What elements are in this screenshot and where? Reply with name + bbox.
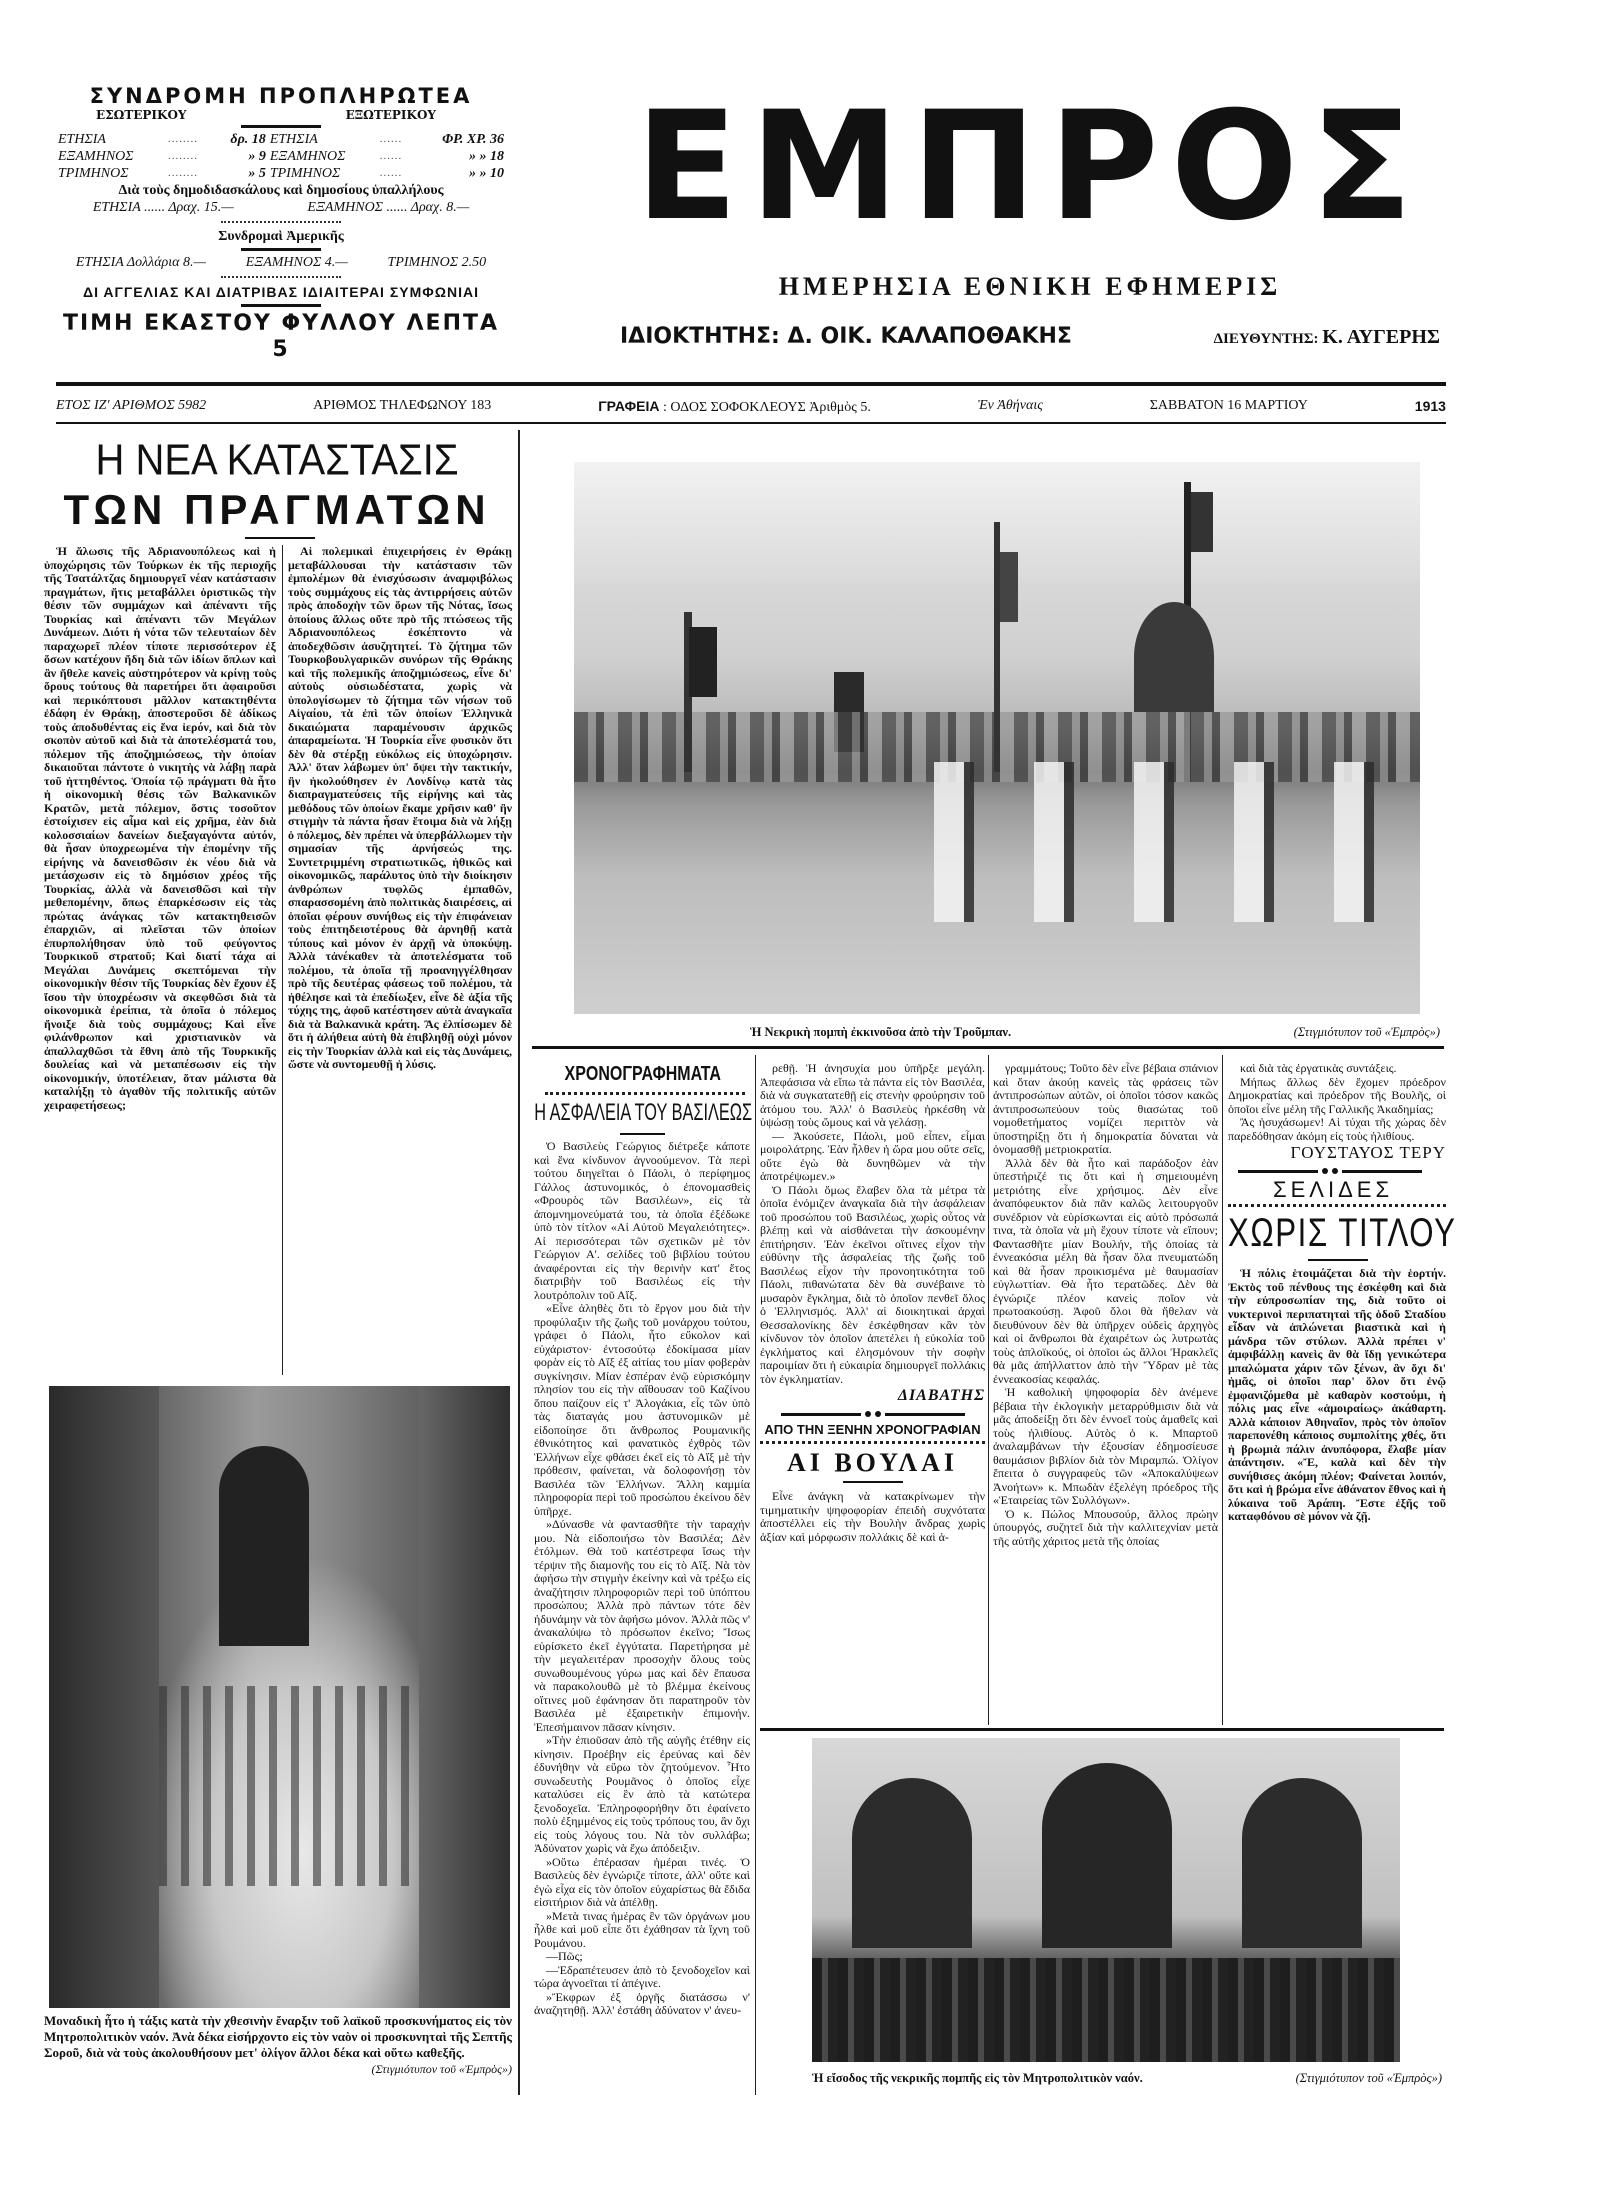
phone-number: ΑΡΙΘΜΟΣ ΤΗΛΕΦΩΝΟΥ 183 [313, 398, 492, 413]
foreign-chronicle-headline-text: ΑΙ ΒΟΥΛΑΙ [786, 1448, 959, 1477]
ornament-divider [760, 1411, 985, 1417]
article-paragraph: Ὁ κ. Πώλος Μπουσούρ, ἄλλος πρώην ὑπουργός, συζητεῖ διὰ τὴν καλλιτεχνίαν μετὰ τῆς αὐτῆς χάριτος μετὰ τῆς ὁποίας [993, 1506, 1218, 1548]
foreign-chronicle-col-4 [1228, 1062, 1446, 1143]
chronicle-headline [532, 1101, 754, 1125]
divider [221, 221, 341, 223]
teachers-note: Διὰ τοὺς δημοδιδασκάλους καὶ δημοσίους ὑπαλλήλους [118, 183, 444, 198]
cathedral-entrance-photo [812, 1738, 1400, 2062]
director-name: Κ. ΑΥΓΕΡΗΣ [1322, 326, 1440, 348]
foreign-label: ΕΞΩΤΕΡΙΚΟΥ [345, 108, 436, 122]
lead-headline-2 [42, 486, 512, 533]
rate-period: ΕΤΗΣΙΑ [58, 132, 106, 147]
article-paragraph: Μήπως ἄλλως δὲν ἔχομεν πρόεδρον Δημοκρατίας καὶ πρόεδρον τῆς Βουλῆς, οἱ ὁποῖοι εἶνε μέλη τῆς Γαλλικῆς Ἀκαδημίας; [1228, 1074, 1446, 1116]
pages-section-title [1228, 1179, 1446, 1201]
lead-headline-2-text: ΤΩΝ ΠΡΑΓΜΑΤΩΝ [63, 486, 491, 533]
article-paragraph: Ἡ καθολικὴ ψηφοφορία δὲν ἀνέμενε βέβαια τὴν ἐκλογικὴν μεταρρύθμισιν διὰ νὰ μᾶς ἀποδείξῃ ὅτι δὲν ἐννοεῖ τοὺς ἀμαθεῖς καὶ τοὺς ἠλιθίους. Αὐτὸς ὁ κ. Μπαρτοῦ ἀναλαμβάνων τὴν ἐξουσίαν ἐδημοσίευσε θαυμάσιον βιβλίον διὰ τὸν Μιραμπώ. Ὀλίγον ἔπειτα ὁ συγγραφεὺς τῶν «Ἀποκαλύψεων Ἀνοήτων» κ. Μπωδὰν ἐξελέγη πρόεδρος τῆς «Ἑταιρείας τῶν Συλλόγων». [993, 1385, 1218, 1507]
article-paragraph: »Ἔκφρων ἐξ ὀργῆς διατάσσω ν' ἀναζητηθῇ. Ἀλλ' ἐστάθη ἀδύνατον ν' ἀνευ- [534, 1989, 750, 2017]
photo-caption: Ἡ Νεκρικὴ πομπὴ ἐκκινοῦσα ἀπὸ τὴν Τροῦμπαν. [750, 1025, 1012, 1039]
column-rule [282, 545, 283, 1375]
divider [221, 276, 341, 278]
column-rule [755, 1055, 756, 2095]
article-paragraph: γραμμάτους; Τοῦτο δὲν εἶνε βέβαια σπάνιον καὶ ὅταν ἀκούῃ κανεὶς τὰς φράσεις τῶν ἀντιπροσώπων αὐτῶν, οἱ ὁποῖοι τόσον κακῶς ἀντιπροσωπεύουν τοὺς θιασώτας τοῦ νομοθετήματος νομίζει περιττὸν νὰ ὑποστηρίξῃ ὅτι ἡ δημοκρατία δύναται νὰ ὀνομασθῇ μετριοκρατία. [993, 1061, 1218, 1156]
teachers-semester: ΕΞΑΜΗΝΟΣ ...... Δραχ. 8.— [307, 200, 470, 215]
foreign-chronicle-section: ΑΠΟ ΤΗΝ ΞΕΝΗΝ ΧΡΟΝΟΓΡΑΦΙΑΝ [764, 1422, 981, 1437]
pages-headline [1228, 1211, 1457, 1255]
owner-name: Δ. ΟΙΚ. ΚΑΛΑΠΟΘΑΚΗΣ [787, 324, 1072, 349]
domestic-label: ΕΣΩΤΕΡΙΚΟΥ [96, 108, 187, 122]
rate-period: ΕΞΑΜΗΝΟΣ [58, 149, 134, 164]
lead-article-col-a [44, 545, 276, 1112]
rate-row: ΕΤΗΣΙΑ ........ δρ. 18 ΕΤΗΣΙΑ ...... ΦΡ. ΧΡ. 36 [58, 132, 504, 147]
lead-article-col-b [288, 545, 512, 1072]
lead-headline-1 [42, 435, 512, 485]
header-rule [56, 422, 1446, 424]
foreign-chronicle-col-3 [993, 1062, 1218, 1548]
chronicle-col-2 [760, 1062, 985, 1386]
rate-period: ΕΤΗΣΙΑ [269, 132, 318, 147]
issue-price: ΤΙΜΗ ΕΚΑΣΤΟΥ ΦΥΛΛΟΥ ΛΕΠΤΑ 5 [62, 311, 500, 362]
foreign-chronicle-signature: ΓΟΥΣΤΑΥΟΣ ΤΕΡΥ [1290, 1143, 1446, 1162]
issue-date: ΣΑΒΒΑΤΟΝ 16 ΜΑΡΤΙΟΥ [1149, 398, 1308, 413]
article-paragraph: Ὁ Πάολι ὅμως ἔλαβεν ὅλα τὰ μέτρα τὰ ὁποῖα ἐνόμιζεν ἀναγκαῖα διὰ τὴν ἀσφάλειαν τοῦ προσώπου τοῦ Βασιλέως, χωρὶς οὗτος νὰ βλέπῃ καὶ νὰ αἰσθάνεται τὴν ἀσκουμένην ἐπιτήρησιν. Ἐὰν ἐκεῖνοι οἵτινες εἶχον τὴν εὐθύνην τῆς ἀσφαλείας τῆς ζωῆς τοῦ Βασιλέως εἶχον τὴν προνοητικότητα τοῦ Πάολι, πιθανώτατα δὲν θὰ συνέβαινε τὸ μυσαρὸν ἔγκλημα, διὰ τὸ ὁποῖον πενθεῖ ὅλος ὁ Ἑλληνισμός. Ἀλλ' αἱ διοικητικαὶ ἀρχαὶ Θεσσαλονίκης δὲν ἐσκέφθησαν κἂν τὸν κίνδυνον τὸν ὁποῖον ἀπετέλει ἡ εὐκολία τοῦ ἐγκλήματος καὶ ἐλησμόνουν τὴν σοφὴν παροιμίαν ὅτι ἡ εὐκαιρία δημιουργεῖ πολλάκις τὸν ἐγκληματίαν. [760, 1182, 985, 1386]
article-paragraph: »Τὴν ἐπιοῦσαν ἀπὸ τῆς αὐγῆς ἐτέθην εἰς κίνησιν. Προέβην εἰς ἐρεύνας καὶ δὲν ἐδυνήθην νὰ εὕρω τὸν ζητούμενον. Ἦτο συνωδευτὴς Ρουμᾶνος ὁ ὁποῖος εἶχε καταλύσει εἰς ἓν ἀπὸ τὰ κατώτερα ξενοδοχεῖα. Ἐπληροφορήθην ὅτι ἐφαίνετο πολὺ ἐξημμένος εἰς τοὺς τρόπους του, ἂν ὄχι εἰς τοὺς λόγους του. Νὰ τὸν συλλάβω; Ἀδύνατον χωρὶς νὰ ἔχω ἀπόδειξιν. [534, 1733, 750, 1855]
foreign-chronicle-col-2 [760, 1490, 985, 1544]
article-paragraph: Ἡ ἅλωσις τῆς Ἀδριανουπόλεως καὶ ἡ ὑποχώρησις τῶν Τούρκων ἐκ τῆς περιοχῆς τῆς Τσατάλτζας δημιουργεῖ νέαν κατάστασιν πραγμάτων, ἥτις μεταβάλλει ὁριστικῶς τὴν θέσιν τῶν συμμάχων καὶ ἀπέναντι τῆς Τουρκίας καὶ ἀπέναντι τῶν Μεγάλων Δυνάμεων. Διότι ἡ νότα τῶν τελευταίων δὲν παραχωρεῖ πλέον τίποτε περισσότερον ἐξ ὅσων κατέχουν ἤδη διὰ τῶν ἰδίων ὅπλων καὶ ἂν ἤθελε κανεὶς αὐστηρότερον νὰ κρίνῃ τοὺς ὅρους τούτους θὰ παρετήρει ὅτι ἀφαιροῦσι καὶ περικόπτουσι μᾶλλον κατακτηθέντα ἐδάφη ἐν Θράκῃ, ἀποστεροῦσι δὲ ἀδίκως τοὺς ἀποδυθέντας εἰς ἕνα ἱερόν, καὶ διὰ τὸν σκοπὸν αὐτοῦ καὶ διὰ τὰ ἀποτελέσματά του, πόλεμον τῆς ἀποζημιώσεως, τὴν ὁποίαν δικαιοῦται πάντοτε ὁ νικητὴς νὰ λάβῃ παρὰ τοῦ ἡττηθέντος. Ὁποία τῷ πράγματι θὰ ἦτο ἡ οἰκονομικὴ θέσις τῶν Βαλκανικῶν Κρατῶν, μετὰ πόλεμον, ὅστις τοσοῦτον ἐστοίχισεν εἰς αἷμα καὶ εἰς χρῆμα, ἐὰν διὰ κολοσσιαίων δανείων διεξαγαγόντα αὐτόν, θὰ ἦσαν ὑποχρεωμένα τὴν ἐπομένην τῆς εἰρήνης νὰ δανεισθῶσιν ἐκ νέου διὰ νὰ μετάσχωσιν εἰς τὸ δημόσιον χρέος τῆς Τουρκίας, ἀλλὰ νὰ δανεισθῶσι καὶ τὴν μεθεπομένην, ὅπως ἐπαρκέσωσιν εἰς τὰς πρώτας ἀνάγκας τῶν κατακτηθεισῶν ἐπαρχιῶν, αἱ πλεῖσται τῶν ὁποίων ἐπυρπολήθησαν ὑπὸ τοῦ φεύγοντος Τουρκικοῦ στρατοῦ; Καὶ διατί τάχα αἱ Μεγάλαι Δυνάμεις σκεπτόμεναι τὴν οἰκονομικὴν θέσιν τῆς Τουρκίας δὲν ἔχουν ἐξ ἴσου τὴν ὑποχρέωσιν νὰ σκεφθῶσι διὰ τὰ οἰκονομικὰ ἐρείπια, τὰ ὁποῖα ὁ πόλεμος ἤνοιξε διὰ τοὺς συμμάχους; Καὶ εἶνε φιλάνθρωπον καὶ χριστιανικὸν νὰ ἀπαλλαχθῶσι τὰ ἔθνη ἀπὸ τῆς Τουρκικῆς δουλείας καὶ νὰ μεταπέσωσιν εἰς τὴν οἰκονομικήν, ὑποτέλειαν, ὅταν μάλιστα θὰ καταλήξῃ τὸ ἀγαθὸν τῆς πολιτικῆς αὐτῶν χειραφετήσεως; [44, 544, 276, 1112]
divider [1308, 1259, 1368, 1261]
america-annual: ΕΤΗΣΙΑ Δολλάρια 8.— [75, 255, 206, 270]
divider [843, 1481, 903, 1483]
photo-credit: (Στιγμιότυπον τοῦ «Ἐμπρὸς») [371, 2062, 512, 2076]
funeral-procession-photo [574, 462, 1420, 1014]
america-quarter: ΤΡΙΜΗΝΟΣ 2.50 [387, 255, 487, 270]
column-rule [518, 430, 520, 2095]
pages-section-text: ΣΕΛΙΔΕΣ [1273, 1177, 1394, 1202]
divider [241, 125, 321, 128]
rate-row: ΤΡΙΜΗΝΟΣ ........ » 5 ΤΡΙΜΗΝΟΣ ...... » » 10 [58, 166, 504, 181]
america-title: Συνδρομαὶ Ἀμερικῆς [218, 229, 344, 244]
ornament-divider [1228, 1168, 1446, 1174]
issue-year: 1913 [1414, 398, 1446, 414]
column-rule [1222, 1055, 1223, 1725]
article-paragraph: Εἶνε ἀνάγκη νὰ κατακρίνωμεν τὴν τιμηματικὴν ψηφοφορίαν ἐπειδὴ συχνότατα ἀποστέλλει εἰς τὴν Βουλὴν ἄνδρας χωρὶς ἀξίαν καὶ μόρφωσιν πολλάκις δὲ καὶ ἀ- [760, 1489, 985, 1544]
article-paragraph: — Ἀκούσετε, Πάολι, μοῦ εἶπεν, εἶμαι μοιρολάτρης. Ἐὰν ἦλθεν ἡ ὥρα μου οὔτε σεῖς, οὔτε ἐγὼ θὰ δυνηθῶμεν νὰ τὴν ἀποτρέψωμεν.» [760, 1128, 985, 1183]
divider [620, 1133, 665, 1135]
article-paragraph: —Ἐδραπέτευσεν ἀπὸ τὸ ξενοδοχεῖον καὶ τώρα ἀγνοεῖται τί ἀπέγινε. [534, 1962, 750, 1990]
church-doorway [219, 1446, 309, 1646]
article-paragraph: καὶ διὰ τὰς ἐργατικὰς συντάξεις. [1240, 1061, 1397, 1075]
photo-caption-text: Μοναδικὴ ἦτο ἡ τάξις κατὰ τὴν χθεσινὴν ἔναρξιν τοῦ λαϊκοῦ προσκυνήματος εἰς τὸν Μητροπολιτικὸν ναόν. Ἀνὰ δέκα εἰσήρχοντο εἰς τὸν ναὸν οἱ προσκυνηταὶ τῆς Σεπτῆς Σοροῦ, διὰ νὰ τοὺς ἀκολουθήσουν μετ' ὀλίγον ἄλλοι δέκα καὶ οὕτω καθεξῆς. [44, 2013, 512, 2060]
place: Ἐν Ἀθήναις [977, 398, 1043, 413]
chronicle-col-2-block [760, 1062, 985, 1544]
article-paragraph: »Μετὰ τινας ἡμέρας ἓν τῶν ὀργάνων μου ἦλθε καὶ μοῦ εἶπε ὅτι ἐχάθησαν τὰ ἴχνη τοῦ Ρουμάνου. [534, 1908, 750, 1950]
subscription-rates-table [56, 131, 506, 182]
photo-caption [44, 2013, 512, 2077]
section-rule [760, 1728, 1444, 1731]
article-paragraph: —Πῶς; [546, 1949, 583, 1963]
photo-credit: (Στιγμιότυπον τοῦ «Ἐμπρὸς») [1293, 1025, 1440, 1039]
photo-credit: (Στιγμιότυπον τοῦ «Ἐμπρὸς») [1295, 2071, 1442, 2085]
newspaper-subtitle: ΗΜΕΡΗΣΙΑ ΕΘΝΙΚΗ ΕΦΗΜΕΡΙΣ [778, 272, 1282, 301]
divider [241, 304, 321, 307]
article-paragraph: Ἂς ἡσυχάσωμεν! Αἱ τύχαι τῆς χώρας δὲν παρεδόθησαν ἀκόμη εἰς τοὺς ἠλιθίους. [1228, 1115, 1446, 1143]
rate-domestic: δρ. 18 [230, 132, 266, 147]
header-rule [56, 382, 1446, 386]
article-paragraph: Ὁ Βασιλεὺς Γεώργιος διέτρεξε κάποτε καὶ ἕνα κίνδυνον ἀγνοούμενον. Τὰ περὶ τούτου διηγεῖται ὁ Πάολι, ὁ περίφημος Γάλλος ἀστυνομικός, ὁ ἐπονομασθεὶς «Φρουρὸς τῶν Βασιλέων», εἰς τὰ ἀπομνημονεύματά του, τὰ ὁποῖα ἐξέδωκε ὑπὸ τὸν τίτλον «Αἱ Αὐτοῦ Μεγαλειότητες». Αἱ περισσότεραι τῶν σχετικῶν μὲ τὸν Γεώργιον Α'. σελίδες τοῦ βιβλίου τούτου ἀναφέρονται εἰς τὴν θερινὴν κατ' ἔτος διατριβὴν τοῦ Βασιλέως εἰς τὴν λουτρόπολιν τοῦ Αἴξ. [534, 1139, 750, 1302]
foreign-chronicle-headline [760, 1450, 985, 1476]
article-paragraph: ρεθῇ. Ἡ ἀνησυχία μου ὑπῆρξε μεγάλη. Ἀπεφάσισα νὰ εἴπω τὰ πάντα εἰς τὸν Βασιλέα, διὰ νὰ συγκατατεθῇ εἰς στενὴν φρούρησιν τοῦ ἀτόμου του. Ἀλλ' ὁ Βασιλεὺς ἠρκέσθη νὰ ὑψώσῃ τοὺς ὤμους καὶ νὰ γελάσῃ. [760, 1061, 985, 1129]
article-paragraph: «Εἶνε ἀληθὲς ὅτι τὸ ἔργον μου διὰ τὴν προφύλαξιν τῆς ζωῆς τοῦ μονάρχου τούτου, γράφει ὁ Πάολι, ἦτο εὔκολον καὶ εὐχάριστον· ἐντοσούτῳ ἐδοκίμασα μίαν φορὰν εἰς τὸ Αἴξ ἐξ αἰτίας του μίαν φοβερὰν συγκίνησιν. Μίαν ἑσπέραν ἐνῷ εὑρισκόμην πλησίον του εἰς τὴν αἴθουσαν τοῦ Καζίνου ὅπου παίζουν εἰς τ' Ἀλογάκια, εἷς τῶν ὑπὸ τὰς διαταγάς μου ἀστυνομικῶν μὲ εἰδοποίησε ὅτι ἄνθρωπος Ρουμανικῆς ἐθνικότητος καὶ φανατικὸς ἐχθρὸς τῶν Ἑλλήνων εἶχε φθάσει ἐκεῖ εἰς τὸ Αἴξ μὲ τὴν πρόθεσιν, φαίνεται, νὰ δολοφονήσῃ τὸν Βασιλέα τῶν Ἑλλήνων. Ἄλλη καμμία πληροφορία περὶ τοῦ προσώπου ἐκείνου δὲν ὑπῆρχε. [534, 1301, 750, 1518]
chronicle-col-1 [534, 1140, 750, 2018]
newspaper-logo: ΕΜΠΡΟΣ [635, 80, 1425, 254]
column-rule [988, 1055, 989, 1725]
photo-caption: Ἡ εἴσοδος τῆς νεκρικῆς πομπῆς εἰς τὸν Μητροπολιτικὸν ναόν. [812, 2071, 1143, 2085]
offices-label: ΓΡΑΦΕΙΑ [598, 398, 660, 414]
chronicle-section-title [532, 1064, 754, 1084]
masthead [620, 80, 1440, 350]
director-label: ΔΙΕΥΘΥΝΤΗΣ: [1213, 331, 1319, 347]
ads-note: ΔΙ ΑΓΓΕΛΙΑΣ ΚΑΙ ΔΙΑΤΡΙΒΑΣ ΙΔΙΑΙΤΕΡΑΙ ΣΥΜΦΩΝΙΑΙ [83, 284, 479, 300]
divider [1228, 1204, 1446, 1210]
rate-domestic: » 9 [248, 149, 266, 164]
section-rule [532, 1046, 1444, 1049]
rate-period: ΕΞΑΜΗΝΟΣ [269, 149, 346, 164]
teachers-annual: ΕΤΗΣΙΑ ...... Δραχ. 15.— [92, 200, 234, 215]
photo-caption-row [750, 1024, 1440, 1040]
rate-period: ΤΡΙΜΗΝΟΣ [269, 166, 341, 181]
divider [241, 248, 321, 251]
arch [852, 1778, 972, 1948]
rate-foreign: » » 10 [469, 166, 504, 181]
year-issue: ΕΤΟΣ ΙΖ' ΑΡΙΘΜΟΣ 5982 [56, 398, 207, 413]
arch [1042, 1763, 1172, 1948]
divider [545, 1092, 745, 1098]
dateline [56, 397, 1446, 417]
divider [760, 1441, 985, 1447]
rate-foreign: » » 18 [469, 149, 504, 164]
lead-headline-1-text: Η ΝΕΑ ΚΑΤΑΣΤΑΣΙΣ [95, 435, 459, 485]
subscription-block [56, 84, 506, 363]
pages-headline-text: ΧΩΡΙΣ ΤΙΤΛΟΥ [1228, 1211, 1457, 1255]
america-semester: ΕΞΑΜΗΝΟΣ 4.— [245, 255, 348, 270]
chronicle-signature: ΔΙΑΒΑΤΗΣ [897, 1387, 985, 1404]
offices-address: : ΟΔΟΣ ΣΟΦΟΚΛΕΟΥΣ Ἀριθμὸς 5. [662, 400, 871, 415]
chronicle-section-text: ΧΡΟΝΟΓΡΑΦΗΜΑΤΑ [564, 1063, 722, 1085]
article-paragraph: Αἱ πολεμικαὶ ἐπιχειρήσεις ἐν Θράκῃ μεταβάλλουσαι τὴν κατάστασιν τῶν ἐμπολέμων θὰ ἐνισχύσωσιν ἀναμφιβόλως τοὺς συμμάχους εἰς τὰς ἀντιρρήσεις αὐτῶν πρὸς ἀποδοχὴν τῶν ὅρων τῆς Νότας, ἴσως ὁποίους ἄλλως οὔτε πρὸ τῆς πτώσεως τῆς Ἀδριανουπόλεως ἐσκέπτοντο νὰ ἀποδεχθῶσιν ἀσυζητητεί. Τὸ ζήτημα τῶν Τουρκοβουλγαρικῶν συνόρων τῆς Θράκης καὶ τῆς πολεμικῆς ἀποζημιώσεως, εἶνε δι' αὐτοὺς οὐσιωδέστατα, χωρὶς νὰ ὑπολογίσωμεν τὸ ζήτημα τῶν νήσων τοῦ Αἰγαίου, τὰ ἐπὶ τῶν ὁποίων Ἑλληνικὰ δικαιώματα παραμένουσιν ἀρχικῶς ἀπαραμείωτα. Ἡ Τουρκία εἶνε φυσικὸν ὅτι δὲν θὰ στέρξῃ εὐκόλως εἰς ὑποχώρησιν. Ἀλλ' ὅταν λάβωμεν ὑπ' ὄψει τὴν τακτικήν, ἣν ἠκολούθησεν ἐν Λονδίνῳ κατὰ τὰς διαπραγματεύσεις τῆς εἰρήνης καὶ τὰς μεθόδους τῶν ὁποίων ἔκαμε χρῆσιν καθ' ἣν στιγμὴν τὰ πάντα ἦσαν ἕτοιμα διὰ νὰ λήξῃ ὁ πόλεμος, δὲν πρέπει νὰ ὑπερβάλλωμεν τὴν σημασίαν τῆς ἀρνήσεώς της. Συντετριμμένη στρατιωτικῶς, ἠθικῶς καὶ οἰκονομικῶς, παράλυτος ὑπὸ τὴν διοίκησιν ἀνθρώπων τυφλῶς ἐμπαθῶν, σπαρασσομένη ἀπὸ πολιτικὰς διαιρέσεις, αἱ ὁποῖαι φέρουν συνήθως εἰς τὴν ἐπιφάνειαν τοὺς ἐπιτηδειοτέρους θὰ ἀρνηθῇ κατὰ τύπους καὶ μόνον ἐν ἀρχῇ νὰ ὑποκύψῃ. Ἀλλὰ τἀνέκαθεν τὰ ἀποτελέσματα τοῦ πολέμου, τὰ ὁποῖα τῇ προανηγγέλθησαν πρὸ τῆς δευτέρας φάσεως τοῦ πολέμου, τὰ ἠθέλησε καὶ τὰ ἐπεδίωξεν, εἶνε δὲ ἀξία τῆς τύχης της, ἀφοῦ κατέστησεν αὐτὰ ἀναγκαῖα διὰ τὰ Βαλκανικὰ κράτη. Ἂς ἐλπίσωμεν δὲ ὅτι ἡ ἀλήθεια αὐτὴ θὰ ἐπιβληθῇ οὐχὶ μόνον εἰς τὴν Τουρκίαν ἀλλὰ καὶ εἰς τὰς Δυνάμεις, ὥστε νὰ συντομευθῇ ἡ λύσις. [288, 544, 512, 1071]
article-paragraph: Ἀλλὰ δὲν θὰ ἦτο καὶ παράδοξον ἐὰν ὑπεστήριζέ τις ὅτι καὶ ἡ σημειουμένη μετριότης εἶνε χρήσιμος. Δὲν εἶνε ἀναπόφευκτον διὰ πᾶν καλῶς λειτουργοῦν συνέδριον νὰ εὑρίσκωνται εἰς αὐτὸ πρόσωπά τινα, τὰ ὁποῖα νὰ μὴ ἔχουν τίποτε νὰ εἴπουν; Φαντασθῆτε μίαν Βουλήν, τῆς ὁποίας τὰ ἐννεακόσια μέλη θὰ ἦσαν ὅλα πνευματώδη καὶ θὰ ἦσαν προικισμένα μὲ θαυμασίαν εὐγλωττίαν. Θὰ ἦτο τερατῶδες. Δὲν θὰ ἐγνώριζε πλέον κανεὶς ποῖον νὰ πρωτοακούσῃ. Ἀφοῦ ὅλοι θὰ ἤθελαν νὰ διευθύνουν δὲν θὰ ὑπῆρχεν οὐδεὶς ἀρχηγὸς καὶ οἱ ἄνθρωποι θὰ ἐχαιρέτων ὡς λυτρωτὰς τοὺς ἁπλοϊκούς, οἱ ὁποῖοι ὡς ἄλλοι Ἡρακλεῖς θὰ μᾶς ἀπήλλαττον ἀπὸ τὴν Ὕδραν μὲ τὰς ἐννεακοσίας κεφαλάς. [993, 1155, 1218, 1386]
rate-foreign: ΦΡ. ΧΡ. 36 [442, 132, 504, 147]
owner-label: ΙΔΙΟΚΤΗΤΗΣ: [620, 324, 780, 349]
rate-period: ΤΡΙΜΗΝΟΣ [58, 166, 129, 181]
column-4 [1228, 1061, 1457, 1524]
arch [1242, 1778, 1362, 1948]
article-paragraph: Ἡ πόλις ἑτοιμάζεται διὰ τὴν ἑορτήν. Ἐκτὸς τοῦ πένθους της ἐσκέφθη καὶ διὰ τὴν εὐπροσωπίαν της, διὰ τοῦτο οἱ νυκτερινοὶ περιπατηταὶ τῆς ὁδοῦ Σταδίου εἶδαν νὰ ἁπλώνεται βιαστικὰ καὶ ἡ μάνδρα τῶν στύλων. Ἀλλὰ πρέπει ν' ἀμφιβάλλῃ κανεὶς ἂν θὰ ἴδῃ γενικώτερα μπαλώματα χάριν τῶν ξένων, ἂν ὄχι δι' ἡμᾶς, οἱ ὁποῖοι παρ' ὅλον ὅτι ἐνῷ ἐμφανιζόμεθα μὲ καθαρὸν κοστούμι, ἡ πόλις μας εἶνε «ἀμοιραίως» ἀκάθαρτη. Ἀλλὰ κάποιον Ἀθηναῖον, πρὸς τὸν ὁποῖον παρεπονέθη κάποιος συμπολίτης χθές, ὅτι ἡ βρωμιὰ πάλιν ἀνυπόφορα, ἔλαβε μίαν ἀπάντησιν. «Ἔ, καλὰ καὶ δὲν τὴν συνήθισες ἀκόμη πλέον; Φαίνεται λοιπόν, ὅτι καὶ ἡ βρώμα εἶνε ἀθάνατον ἔθνος καὶ ἡ λύκαινα τοῦ Ἀράπη. Ἔστε ἐξῆς τοῦ καταφθόνου σὲ μόνον νὰ ζῇ. [1228, 1266, 1446, 1523]
photo-caption-row [812, 2070, 1442, 2086]
divider [245, 537, 315, 539]
pages-column-text [1228, 1267, 1446, 1524]
article-paragraph: »Δύνασθε νὰ φαντασθῆτε τὴν ταραχήν μου. Νὰ εἰδοποιήσω τὸν Βασιλέα; Δὲν ἐτόλμων. Θὰ τοῦ κατέστρεφα ἴσως τὴν τέρψιν τῆς διαμονῆς του εἰς τὸ Αἴξ. Νὰ τὸν ἀφήσω τὴν στιγμὴν ἐκείνην καὶ νὰ τρέξω εἰς ἀναζήτησιν πληροφοριῶν περὶ τοῦ ὑπόπτου προσώπου; Ἀλλὰ πρὸ πάντων τότε δὲν ἠδυνάμην νὰ τὸν ἀφήσω μόνον. Ἀλλὰ πῶς ν' ἀνακαλύψω τὸ πρόσωπον ἐκεῖνο; Ἴσως εὑρίσκετο ἐκεῖ ἐγγύτατα. Παρετήρησα μὲ τὴν μεγαλειτέραν προσοχὴν ὅλους τοὺς συνωθουμένους γύρω μας καὶ δὲν ἔπαυσα νὰ παρακολουθῶ μὲ τὸ βλέμμα ἐκείνους οἵτινες μοῦ ἐφάνησαν ὅτι παρατηροῦν τὸν Βασιλέα μὲ ἐξαιρετικὴν ἐπιμονήν. Ἐπεσήμαινον πᾶσαν κίνησιν. [534, 1517, 750, 1734]
rate-domestic: » 5 [248, 166, 266, 181]
subscription-title: ΣΥΝΔΡΟΜΗ ΠΡΟΠΛΗΡΩΤΕΑ [89, 84, 473, 108]
cathedral-pilgrimage-photo [49, 1386, 510, 2008]
rate-row: ΕΞΑΜΗΝΟΣ ........ » 9 ΕΞΑΜΗΝΟΣ ...... » » 18 [58, 149, 504, 164]
article-paragraph: »Οὕτω ἐπέρασαν ἡμέραι τινές. Ὁ Βασιλεὺς δὲν ἐγνώριζε τίποτε, ἀλλ' οὔτε καὶ ἐγὼ εἶχα εἰς τὸν ὁποῖον εὐχαρίστως θὰ ἔδιδα εἰσιτήριον διὰ νὰ ἀπέλθῃ. [534, 1854, 750, 1909]
chronicle-headline-text: Η ΑΣΦΑΛΕΙΑ ΤΟΥ ΒΑΣΙΛΕΩΣ [534, 1099, 752, 1126]
